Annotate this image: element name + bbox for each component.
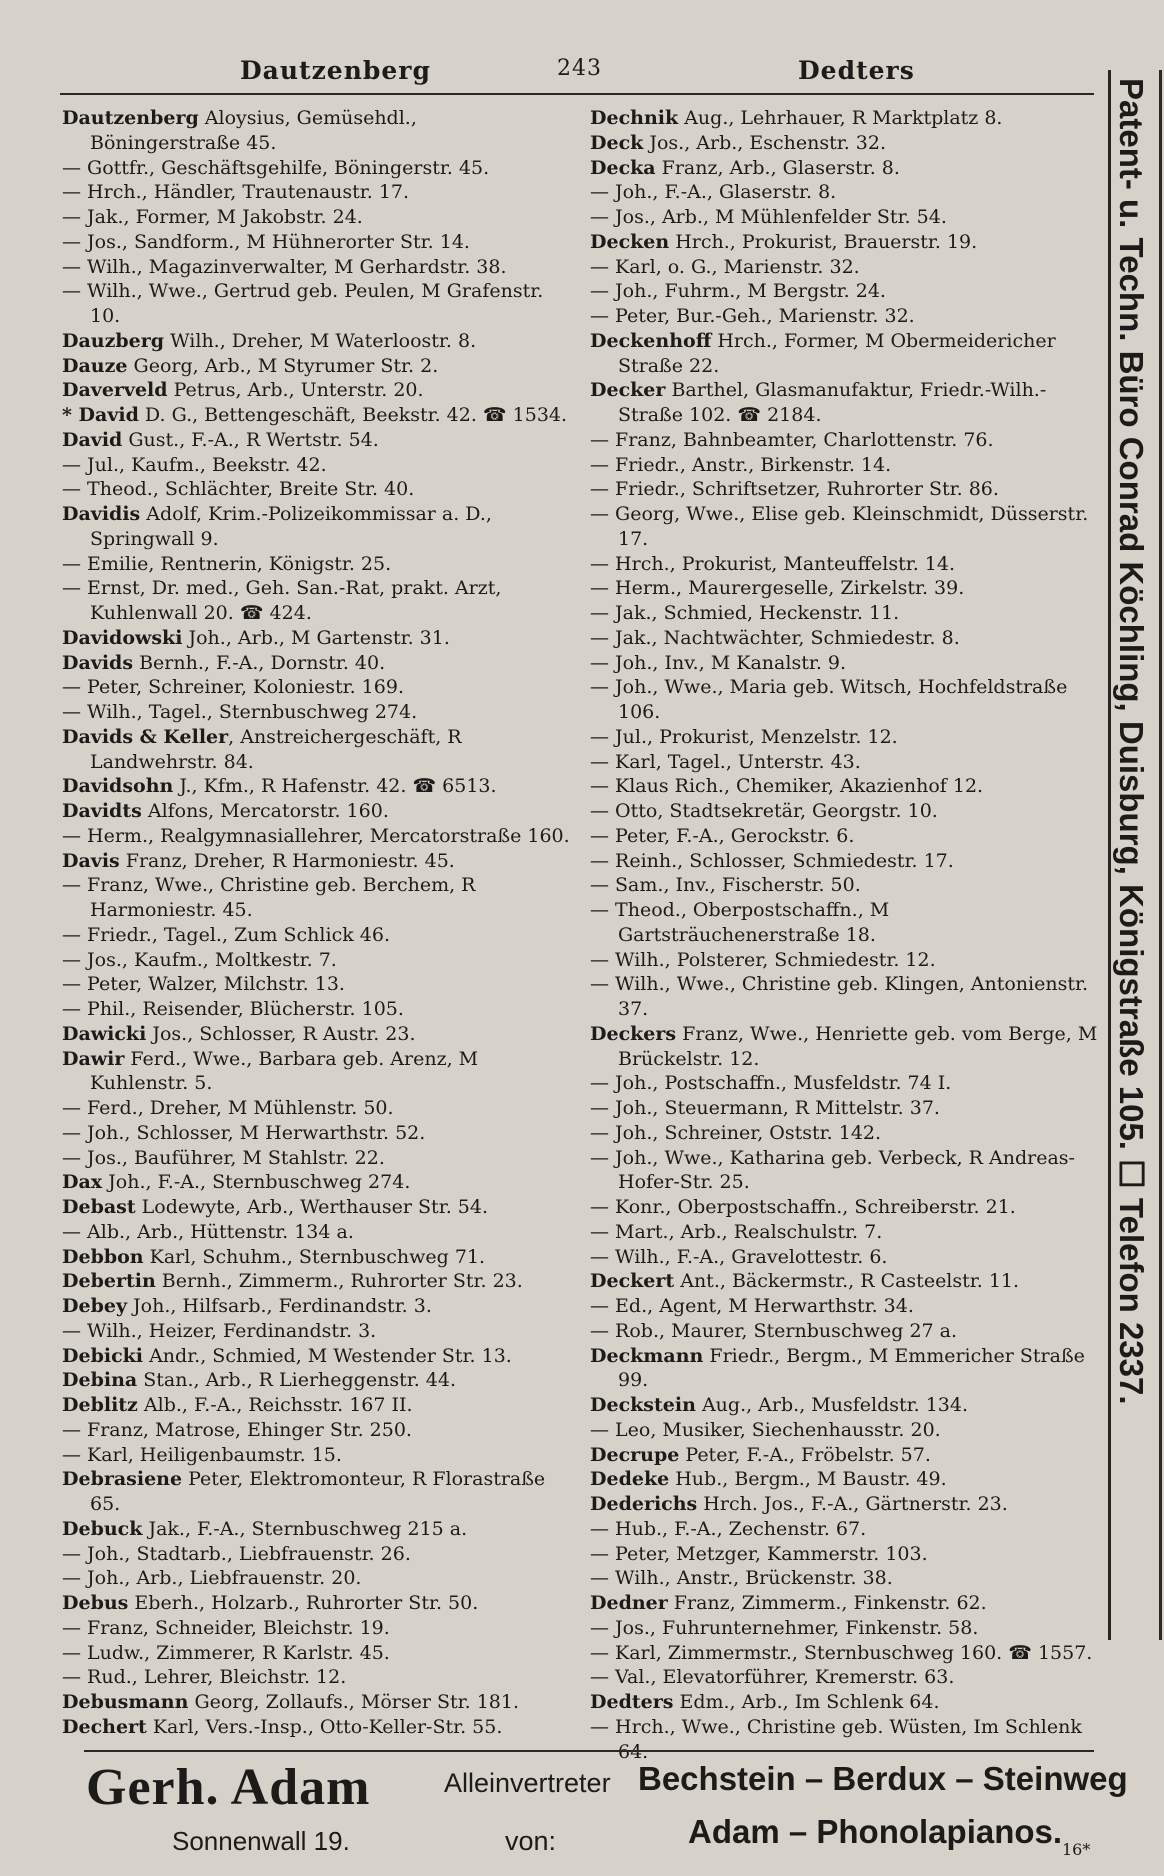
entry-surname: Dedner bbox=[590, 1592, 668, 1614]
page-number: 243 bbox=[557, 56, 602, 81]
directory-entry bbox=[62, 923, 572, 948]
directory-entry bbox=[590, 1591, 1098, 1616]
entry-surname: Deblitz bbox=[62, 1394, 138, 1416]
entry-details: — Friedr., Anstr., Birkenstr. 14. bbox=[590, 453, 892, 476]
directory-entry bbox=[62, 1344, 572, 1369]
directory-entry bbox=[590, 972, 1098, 1022]
directory-entry bbox=[590, 774, 1098, 799]
directory-entry bbox=[590, 1319, 1098, 1344]
directory-entry bbox=[62, 725, 572, 775]
entry-surname: Dawicki bbox=[62, 1022, 147, 1045]
entry-details: — Jul., Kaufm., Beekstr. 42. bbox=[62, 453, 327, 476]
directory-entry bbox=[62, 700, 572, 725]
directory-entry bbox=[590, 477, 1098, 502]
entry-details: — Jos., Fuhrunternehmer, Finkenstr. 58. bbox=[590, 1616, 979, 1639]
directory-entry bbox=[62, 1517, 572, 1542]
entry-details: Gust., F.-A., R Wertstr. 54. bbox=[122, 428, 379, 451]
entry-details: Jak., F.-A., Sternbuschweg 215 a. bbox=[142, 1517, 468, 1540]
entry-details: — Gottfr., Geschäftsgehilfe, Böningerstr. 45. bbox=[62, 156, 490, 179]
directory-entry bbox=[62, 997, 572, 1022]
entry-details: — Herm., Realgymnasiallehrer, Mercatorstraße 160. bbox=[62, 824, 570, 847]
entry-details: — Georg, Wwe., Elise geb. Kleinschmidt, Düsserstr. 17. bbox=[590, 503, 1089, 550]
directory-entry bbox=[62, 1418, 572, 1443]
entry-surname: Deckstein bbox=[590, 1394, 696, 1416]
entry-details: Eberh., Holzarb., Ruhrorter Str. 50. bbox=[128, 1592, 479, 1614]
directory-entry bbox=[62, 180, 572, 205]
directory-entry bbox=[62, 626, 572, 651]
directory-entry bbox=[62, 873, 572, 923]
directory-entry bbox=[590, 1269, 1098, 1294]
directory-entry bbox=[62, 1443, 572, 1468]
entry-details: Joh., Arb., M Gartenstr. 31. bbox=[182, 626, 450, 649]
directory-entry bbox=[590, 576, 1098, 601]
directory-entry bbox=[590, 849, 1098, 874]
entry-details: — Leo, Musiker, Siechenhausstr. 20. bbox=[590, 1418, 941, 1441]
directory-entry bbox=[590, 1443, 1098, 1468]
sidebar-text: Patent- u. Techn. Büro Conrad Köchling, Duisburg, Königstraße 105. ☐ Telefon 2337. bbox=[1113, 78, 1150, 1405]
entry-details: Aloysius, Gemüsehdl., Böningerstraße 45. bbox=[90, 107, 417, 154]
advert-brands-line2: Adam – Phonolapianos. bbox=[688, 1813, 1063, 1850]
directory-entry bbox=[590, 824, 1098, 849]
entry-details: — Jak., Schmied, Heckenstr. 11. bbox=[590, 602, 900, 624]
directory-entry bbox=[590, 725, 1098, 750]
entry-surname: Debast bbox=[62, 1196, 136, 1218]
entry-details: Franz, Dreher, R Harmoniestr. 45. bbox=[119, 849, 455, 872]
entry-details: — Klaus Rich., Chemiker, Akazienhof 12. bbox=[590, 775, 984, 798]
directory-entry bbox=[590, 1393, 1098, 1418]
directory-entry bbox=[590, 626, 1098, 651]
entry-details: — Peter, Bur.-Geh., Marienstr. 32. bbox=[590, 305, 915, 327]
directory-entry bbox=[590, 1294, 1098, 1319]
entry-details: Ferd., Wwe., Barbara geb. Arenz, M Kuhlenstr. 5. bbox=[90, 1047, 479, 1095]
directory-entry bbox=[62, 675, 572, 700]
directory-entry bbox=[62, 1319, 572, 1344]
directory-entry bbox=[590, 180, 1098, 205]
entry-details: — Phil., Reisender, Blücherstr. 105. bbox=[62, 998, 404, 1020]
directory-entry bbox=[62, 502, 572, 552]
directory-entry bbox=[590, 156, 1098, 181]
entry-details: Lodewyte, Arb., Werthauser Str. 54. bbox=[135, 1196, 488, 1218]
entry-surname: Deckenhoff bbox=[590, 329, 712, 352]
entry-surname: Decken bbox=[590, 230, 670, 253]
entry-details: — Jul., Prokurist, Menzelstr. 12. bbox=[590, 725, 898, 748]
entry-surname: Deckert bbox=[590, 1270, 675, 1293]
directory-entry bbox=[590, 205, 1098, 230]
directory-entry bbox=[62, 255, 572, 280]
entry-details: — Emilie, Rentnerin, Königstr. 25. bbox=[62, 552, 392, 575]
entry-details: — Hrch., Händler, Trautenaustr. 17. bbox=[62, 181, 410, 204]
entry-details: Edm., Arb., Im Schlenk 64. bbox=[673, 1691, 940, 1713]
directory-entry bbox=[590, 1022, 1098, 1072]
directory-entry bbox=[62, 1170, 572, 1195]
entry-details: — Karl, o. G., Marienstr. 32. bbox=[590, 255, 860, 278]
directory-entry bbox=[590, 106, 1098, 131]
directory-entry bbox=[590, 378, 1098, 428]
entry-surname: Dedeke bbox=[590, 1468, 670, 1491]
directory-entry bbox=[590, 1665, 1098, 1690]
entry-surname: * David bbox=[62, 404, 139, 426]
entry-details: — Franz, Bahnbeamter, Charlottenstr. 76. bbox=[590, 428, 994, 451]
directory-entry bbox=[62, 1616, 572, 1641]
entry-details: Barthel, Glasmanufaktur, Friedr.-Wilh.-Straße 102. ☎ 2184. bbox=[618, 379, 1047, 426]
directory-entry bbox=[62, 1641, 572, 1666]
entry-details: — Peter, Metzger, Kammerstr. 103. bbox=[590, 1542, 928, 1565]
advert-von: von: bbox=[505, 1826, 557, 1856]
directory-entry bbox=[590, 1690, 1098, 1715]
advert-sole-agent: Alleinvertreter bbox=[444, 1768, 611, 1798]
directory-entry bbox=[62, 774, 572, 799]
directory-entry bbox=[62, 948, 572, 973]
entry-details: — Joh., Schlosser, M Herwarthstr. 52. bbox=[62, 1121, 426, 1144]
entry-surname: Debey bbox=[62, 1295, 127, 1317]
directory-entry bbox=[590, 1121, 1098, 1146]
entry-details: — Jak., Former, M Jakobstr. 24. bbox=[62, 206, 363, 228]
directory-entry bbox=[590, 1245, 1098, 1270]
entry-details: Karl, Schuhm., Sternbuschweg 71. bbox=[143, 1245, 486, 1268]
entry-details: — Peter, Schreiner, Koloniestr. 169. bbox=[62, 676, 404, 699]
entry-details: Peter, Elektromonteur, R Florastraße 65. bbox=[90, 1468, 546, 1515]
directory-entry bbox=[590, 601, 1098, 626]
entry-surname: Debuck bbox=[62, 1517, 143, 1540]
entry-surname: Dauze bbox=[62, 354, 128, 377]
directory-entry bbox=[62, 354, 572, 379]
entry-details: — Hrch., Wwe., Christine geb. Wüsten, Im Schlenk 64. bbox=[590, 1715, 1082, 1763]
entry-details: Adolf, Krim.-Polizeikommissar a. D., Springwall 9. bbox=[90, 503, 492, 550]
entry-details: — Wilh., Magazinverwalter, M Gerhardstr. 38. bbox=[62, 255, 507, 278]
directory-entry bbox=[62, 1715, 572, 1740]
entry-surname: Davidts bbox=[62, 800, 142, 822]
directory-entry bbox=[590, 1715, 1098, 1765]
directory-entry bbox=[62, 1022, 572, 1047]
entry-details: Franz, Arb., Glaserstr. 8. bbox=[655, 156, 900, 179]
entry-details: Aug., Lehrhauer, R Marktplatz 8. bbox=[678, 107, 1003, 129]
entry-details: — Jos., Arb., M Mühlenfelder Str. 54. bbox=[590, 206, 947, 228]
entry-details: — Joh., Postschaffn., Musfeldstr. 74 I. bbox=[590, 1072, 952, 1095]
entry-details: — Jos., Sandform., M Hühnerorter Str. 14. bbox=[62, 230, 470, 253]
directory-entry bbox=[590, 1071, 1098, 1096]
directory-entry bbox=[62, 453, 572, 478]
entry-details: Franz, Zimmerm., Finkenstr. 62. bbox=[667, 1592, 987, 1614]
directory-entry bbox=[590, 898, 1098, 948]
entry-details: — Wilh., Wwe., Christine geb. Klingen, Antonienstr. 37. bbox=[590, 973, 1089, 1020]
entry-details: Jos., Arb., Eschenstr. 32. bbox=[643, 131, 887, 154]
entry-details: — Val., Elevatorführer, Kremerstr. 63. bbox=[590, 1666, 955, 1689]
directory-entry bbox=[590, 304, 1098, 329]
directory-entry bbox=[62, 1220, 572, 1245]
advert-rule bbox=[84, 1750, 1094, 1752]
entry-details: Bernh., F.-A., Dornstr. 40. bbox=[133, 651, 386, 674]
directory-entry bbox=[62, 403, 572, 428]
entry-details: — Ludw., Zimmerer, R Karlstr. 45. bbox=[62, 1641, 390, 1664]
entry-details: — Franz, Wwe., Christine geb. Berchem, R Harmoniestr. 45. bbox=[62, 874, 476, 921]
entry-surname: Davids bbox=[62, 651, 134, 674]
entry-details: — Joh., Inv., M Kanalstr. 9. bbox=[590, 651, 847, 674]
directory-entry bbox=[62, 279, 572, 329]
entry-details: — Joh., Fuhrm., M Bergstr. 24. bbox=[590, 280, 886, 303]
entry-surname: Dauzberg bbox=[62, 329, 165, 352]
directory-entry bbox=[62, 205, 572, 230]
directory-entry bbox=[62, 1096, 572, 1121]
entry-surname: Dawir bbox=[62, 1047, 125, 1070]
directory-entry bbox=[62, 1195, 572, 1220]
directory-entry bbox=[62, 1047, 572, 1097]
header-left: Dautzenberg bbox=[240, 56, 431, 85]
entry-surname: Davidis bbox=[62, 503, 141, 525]
entry-details: — Peter, F.-A., Gerockstr. 6. bbox=[590, 824, 855, 847]
entry-surname: Dedters bbox=[590, 1691, 674, 1713]
directory-entry bbox=[62, 156, 572, 181]
entry-details: Jos., Schlosser, R Austr. 23. bbox=[146, 1022, 416, 1045]
directory-entry bbox=[62, 1690, 572, 1715]
entry-details: Peter, F.-A., Fröbelstr. 57. bbox=[679, 1443, 931, 1466]
entry-details: Hrch., Prokurist, Brauerstr. 19. bbox=[669, 230, 978, 253]
entry-surname: David bbox=[62, 428, 123, 451]
entry-details: — Franz, Schneider, Bleichstr. 19. bbox=[62, 1616, 390, 1639]
directory-entry bbox=[62, 1467, 572, 1517]
directory-entry bbox=[62, 428, 572, 453]
directory-entry bbox=[62, 1269, 572, 1294]
directory-entry bbox=[590, 1542, 1098, 1567]
directory-entry bbox=[62, 1121, 572, 1146]
entry-details: — Wilh., Anstr., Brückenstr. 38. bbox=[590, 1567, 893, 1590]
directory-entry bbox=[62, 1542, 572, 1567]
entry-details: Georg, Zollaufs., Mörser Str. 181. bbox=[188, 1691, 520, 1713]
entry-details: — Joh., Wwe., Katharina geb. Verbeck, R Andreas-Hofer-Str. 25. bbox=[590, 1146, 1075, 1194]
entry-details: — Theod., Oberpostschaffn., M Gartsträuchenerstraße 18. bbox=[590, 899, 890, 946]
header-rule bbox=[60, 93, 1094, 95]
entry-surname: Debicki bbox=[62, 1344, 144, 1367]
entry-details: Franz, Wwe., Henriette geb. vom Berge, M Brückelstr. 12. bbox=[618, 1022, 1098, 1070]
entry-details: — Joh., F.-A., Glaserstr. 8. bbox=[590, 181, 837, 204]
entry-details: Wilh., Dreher, M Waterloostr. 8. bbox=[164, 329, 477, 352]
entry-surname: Davidsohn bbox=[62, 775, 174, 798]
sidebar-advert bbox=[1108, 70, 1162, 1640]
entry-surname: Debrasiene bbox=[62, 1468, 183, 1491]
directory-entry bbox=[590, 428, 1098, 453]
directory-entry bbox=[62, 651, 572, 676]
directory-entry bbox=[590, 1492, 1098, 1517]
entry-details: — Rud., Lehrer, Bleichstr. 12. bbox=[62, 1666, 347, 1689]
directory-entry bbox=[62, 1591, 572, 1616]
entry-details: Andr., Schmied, M Westender Str. 13. bbox=[143, 1344, 512, 1367]
advert-brands-line1: Bechstein – Berdux – Steinweg bbox=[638, 1760, 1128, 1797]
entry-details: — Karl, Heiligenbaumstr. 15. bbox=[62, 1443, 342, 1466]
directory-entry bbox=[590, 1220, 1098, 1245]
entry-surname: Dautzenberg bbox=[62, 107, 199, 129]
entry-details: — Friedr., Tagel., Zum Schlick 46. bbox=[62, 923, 390, 946]
entry-details: J., Kfm., R Hafenstr. 42. ☎ 6513. bbox=[173, 775, 497, 798]
entry-surname: Debina bbox=[62, 1369, 138, 1392]
entry-surname: Decrupe bbox=[590, 1443, 680, 1466]
directory-entry bbox=[590, 1641, 1098, 1666]
directory-entry bbox=[590, 750, 1098, 775]
advert-name: Gerh. Adam bbox=[86, 1759, 371, 1816]
directory-entry bbox=[62, 477, 572, 502]
signature-mark: 16* bbox=[1062, 1840, 1091, 1859]
entry-details: — Rob., Maurer, Sternbuschweg 27 a. bbox=[590, 1319, 958, 1342]
entry-details: D. G., Bettengeschäft, Beekstr. 42. ☎ 1534. bbox=[138, 404, 568, 426]
entry-surname: Deckers bbox=[590, 1022, 677, 1045]
entry-details: Aug., Arb., Musfeldstr. 134. bbox=[695, 1394, 968, 1416]
directory-entry bbox=[590, 873, 1098, 898]
directory-entry bbox=[590, 1096, 1098, 1121]
entry-details: — Wilh., Tagel., Sternbuschweg 274. bbox=[62, 701, 418, 723]
entry-details: Georg, Arb., M Styrumer Str. 2. bbox=[127, 354, 439, 377]
entry-details: Friedr., Bergm., M Emmericher Straße 99. bbox=[618, 1344, 1085, 1392]
directory-entry bbox=[62, 576, 572, 626]
entry-surname: Davis bbox=[62, 849, 120, 872]
directory-entry bbox=[590, 329, 1098, 379]
entry-details: Hrch., Former, M Obermeidericher Straße 22. bbox=[618, 329, 1056, 377]
entry-surname: Decker bbox=[590, 379, 666, 402]
directory-entry bbox=[62, 378, 572, 403]
entry-surname: Deck bbox=[590, 131, 644, 154]
directory-entry bbox=[62, 849, 572, 874]
entry-details: — Ferd., Dreher, M Mühlenstr. 50. bbox=[62, 1097, 394, 1119]
entry-details: Karl, Vers.-Insp., Otto-Keller-Str. 55. bbox=[146, 1715, 503, 1738]
directory-entry bbox=[62, 106, 572, 156]
directory-entry bbox=[62, 329, 572, 354]
entry-details: — Mart., Arb., Realschulstr. 7. bbox=[590, 1220, 883, 1243]
entry-details: — Jos., Bauführer, M Stahlstr. 22. bbox=[62, 1146, 385, 1169]
directory-entry bbox=[590, 1195, 1098, 1220]
directory-entry bbox=[590, 279, 1098, 304]
entry-details: — Sam., Inv., Fischerstr. 50. bbox=[590, 874, 861, 897]
directory-entry bbox=[590, 1566, 1098, 1591]
entry-details: — Reinh., Schlosser, Schmiedestr. 17. bbox=[590, 849, 954, 872]
directory-entry bbox=[590, 131, 1098, 156]
entry-surname: Daverveld bbox=[62, 379, 168, 402]
entry-details: — Franz, Matrose, Ehinger Str. 250. bbox=[62, 1418, 412, 1441]
entry-details: Ant., Bäckermstr., R Casteelstr. 11. bbox=[674, 1270, 1020, 1293]
entry-surname: Debertin bbox=[62, 1270, 156, 1293]
entry-surname: Dechert bbox=[62, 1715, 147, 1738]
left-column bbox=[62, 106, 572, 1740]
entry-details: Joh., F.-A., Sternbuschweg 274. bbox=[102, 1171, 411, 1194]
entry-details: — Alb., Arb., Hüttenstr. 134 a. bbox=[62, 1220, 354, 1243]
directory-entry bbox=[590, 230, 1098, 255]
entry-details: — Jos., Kaufm., Moltkestr. 7. bbox=[62, 948, 337, 971]
entry-details: Petrus, Arb., Unterstr. 20. bbox=[167, 379, 424, 402]
directory-entry bbox=[590, 1467, 1098, 1492]
advert-address: Sonnenwall 19. bbox=[172, 1826, 350, 1856]
directory-entry bbox=[62, 1566, 572, 1591]
entry-details: — Wilh., Polsterer, Schmiedestr. 12. bbox=[590, 948, 936, 971]
entry-details: Alfons, Mercatorstr. 160. bbox=[141, 800, 389, 822]
entry-details: — Otto, Stadtsekretär, Georgstr. 10. bbox=[590, 800, 938, 822]
entry-details: — Joh., Schreiner, Oststr. 142. bbox=[590, 1121, 882, 1144]
entry-details: — Hub., F.-A., Zechenstr. 67. bbox=[590, 1517, 867, 1540]
directory-entry bbox=[590, 1616, 1098, 1641]
directory-entry bbox=[590, 255, 1098, 280]
directory-entry bbox=[62, 552, 572, 577]
entry-surname: Dax bbox=[62, 1171, 103, 1194]
directory-entry bbox=[590, 502, 1098, 552]
entry-details: — Wilh., F.-A., Gravelottestr. 6. bbox=[590, 1245, 888, 1268]
right-column bbox=[590, 106, 1098, 1764]
entry-surname: Davidowski bbox=[62, 626, 183, 649]
directory-entry bbox=[590, 651, 1098, 676]
directory-entry bbox=[590, 453, 1098, 478]
entry-details: — Jak., Nachtwächter, Schmiedestr. 8. bbox=[590, 626, 960, 649]
directory-entry bbox=[590, 799, 1098, 824]
entry-details: Joh., Hilfsarb., Ferdinandstr. 3. bbox=[126, 1295, 432, 1317]
directory-entry bbox=[62, 230, 572, 255]
entry-details: Hrch. Jos., F.-A., Gärtnerstr. 23. bbox=[697, 1493, 1008, 1515]
directory-entry bbox=[62, 1245, 572, 1270]
directory-entry bbox=[590, 948, 1098, 973]
directory-entry bbox=[590, 1517, 1098, 1542]
entry-details: Hub., Bergm., M Baustr. 49. bbox=[669, 1468, 947, 1491]
entry-details: Bernh., Zimmerm., Ruhrorter Str. 23. bbox=[155, 1270, 523, 1293]
header-right: Dedters bbox=[798, 56, 915, 85]
entry-details: — Konr., Oberpostschaffn., Schreiberstr. 21. bbox=[590, 1196, 1016, 1218]
directory-entry bbox=[62, 972, 572, 997]
directory-entry bbox=[62, 799, 572, 824]
entry-surname: Debus bbox=[62, 1592, 129, 1614]
directory-entry bbox=[590, 1146, 1098, 1196]
entry-details: — Joh., Stadtarb., Liebfrauenstr. 26. bbox=[62, 1542, 411, 1565]
directory-entry bbox=[62, 1146, 572, 1171]
directory-entry bbox=[590, 1418, 1098, 1443]
entry-details: — Peter, Walzer, Milchstr. 13. bbox=[62, 973, 345, 996]
directory-entry bbox=[62, 1368, 572, 1393]
entry-surname: Deckmann bbox=[590, 1344, 704, 1367]
entry-surname: Dechnik bbox=[590, 107, 679, 129]
entry-details: — Ernst, Dr. med., Geh. San.-Rat, prakt. Arzt, Kuhlenwall 20. ☎ 424. bbox=[62, 577, 502, 624]
entry-details: — Joh., Arb., Liebfrauenstr. 20. bbox=[62, 1567, 362, 1590]
entry-surname: Debusmann bbox=[62, 1691, 189, 1713]
directory-entry bbox=[62, 1294, 572, 1319]
entry-details: , Anstreichergeschäft, R Landwehrstr. 84. bbox=[90, 725, 462, 773]
entry-details: — Ed., Agent, M Herwarthstr. 34. bbox=[590, 1295, 914, 1317]
entry-details: — Hrch., Prokurist, Manteuffelstr. 14. bbox=[590, 552, 955, 575]
entry-details: — Herm., Maurergeselle, Zirkelstr. 39. bbox=[590, 577, 965, 600]
entry-details: — Wilh., Wwe., Gertrud geb. Peulen, M Grafenstr. 10. bbox=[62, 280, 544, 327]
directory-entry bbox=[590, 675, 1098, 725]
entry-surname: Dederichs bbox=[590, 1493, 698, 1515]
directory-entry bbox=[62, 824, 572, 849]
directory-entry bbox=[62, 1393, 572, 1418]
entry-details: — Joh., Wwe., Maria geb. Witsch, Hochfeldstraße 106. bbox=[590, 676, 1068, 723]
entry-details: — Karl, Tagel., Unterstr. 43. bbox=[590, 750, 861, 773]
entry-details: — Wilh., Heizer, Ferdinandstr. 3. bbox=[62, 1319, 377, 1342]
directory-entry bbox=[590, 552, 1098, 577]
entry-details: — Friedr., Schriftsetzer, Ruhrorter Str. 86. bbox=[590, 478, 999, 501]
entry-surname: Decka bbox=[590, 156, 656, 179]
directory-entry bbox=[590, 1344, 1098, 1394]
entry-details: — Theod., Schlächter, Breite Str. 40. bbox=[62, 478, 415, 501]
entry-details: Alb., F.-A., Reichsstr. 167 II. bbox=[137, 1394, 413, 1416]
entry-surname: Debbon bbox=[62, 1245, 144, 1268]
directory-entry bbox=[62, 1665, 572, 1690]
entry-details: Stan., Arb., R Lierheggenstr. 44. bbox=[137, 1369, 456, 1392]
entry-details: — Karl, Zimmermstr., Sternbuschweg 160. ☎ 1557. bbox=[590, 1641, 1093, 1664]
entry-details: — Joh., Steuermann, R Mittelstr. 37. bbox=[590, 1097, 940, 1119]
entry-surname: Davids & Keller bbox=[62, 725, 229, 748]
